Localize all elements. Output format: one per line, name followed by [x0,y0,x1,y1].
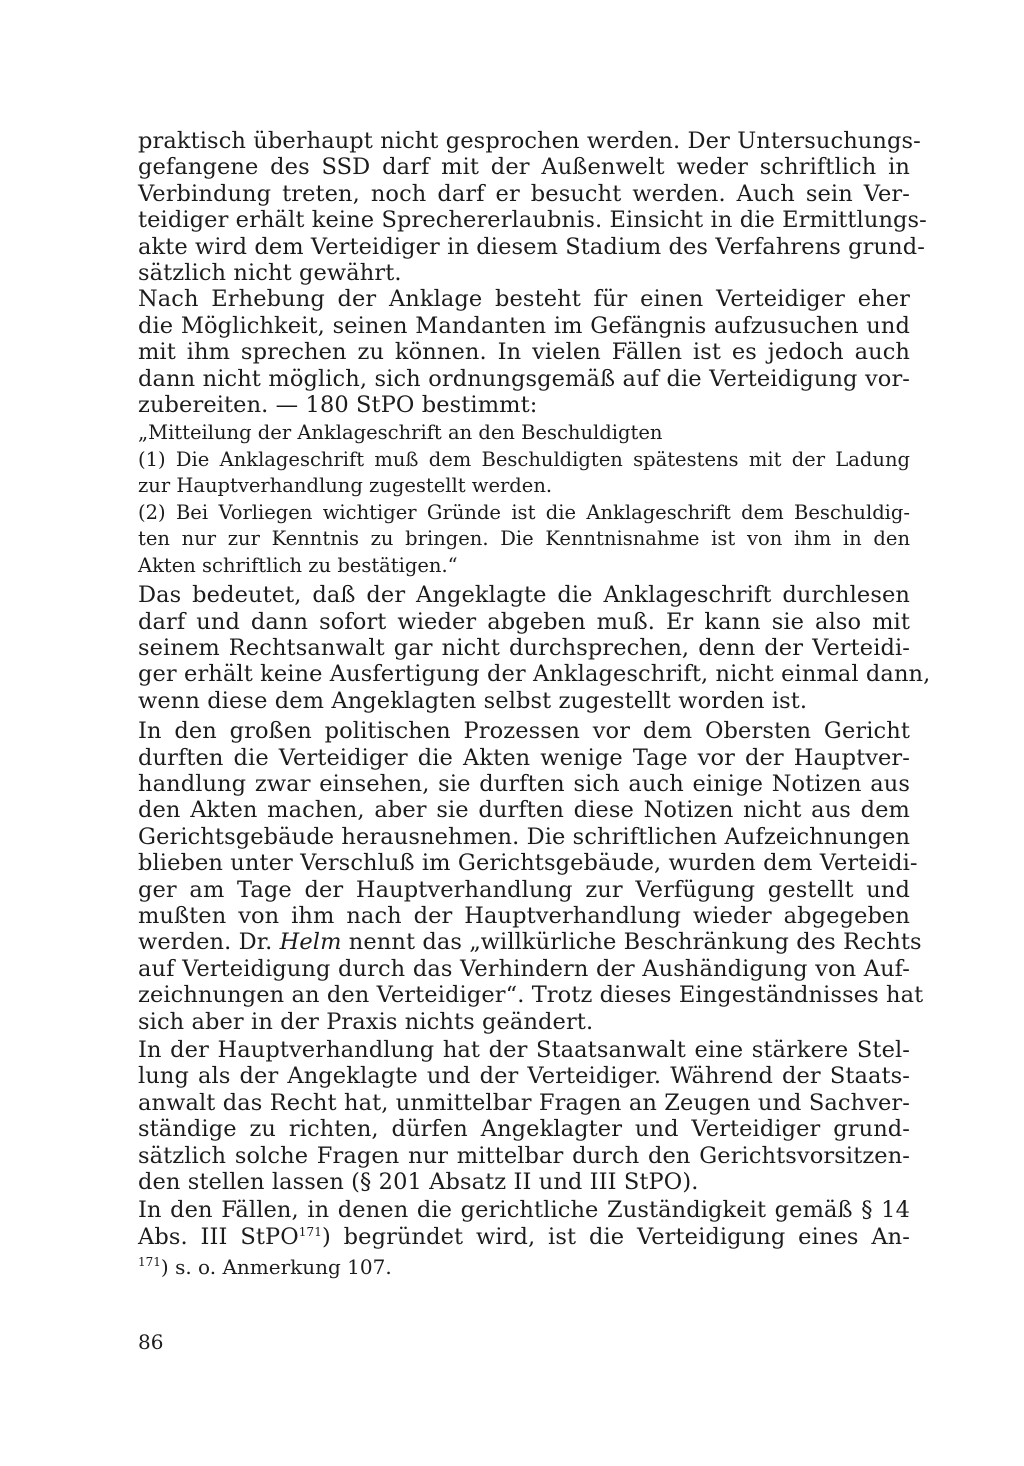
text-line-footnote-ref [138,1224,910,1250]
law-quote [138,420,910,579]
quote-line: Akten schriftlich zu bestätigen.“ [138,553,458,577]
quote-line: ten nur zur Kenntnis zu bringen. Die Kenntnisnahme ist von ihm in den [138,527,910,551]
text-line: den stellen lassen (§ 201 Absatz II und III StPO). [138,1168,699,1195]
footnote [138,1254,910,1280]
text-line: teidiger erhält keine Sprechererlaubnis. Einsicht in die Ermittlungs- [138,207,927,234]
text-line: Verbindung treten, noch darf er besucht werden. Auch sein Ver- [138,180,910,207]
text-line: lung als der Angeklagte und der Verteidiger. Während der Staats- [138,1063,910,1090]
text-line-helm [138,929,922,956]
paragraph-1 [138,128,927,286]
text-line: In den Fällen, in denen die gerichtliche Zuständigkeit gemäß § 14 [138,1197,910,1224]
text-line: darf und dann sofort wieder abgeben muß. Er kann sie also mit [138,608,910,635]
quote-line: (2) Bei Vorliegen wichtiger Gründe ist die Anklageschrift dem Beschuldig- [138,500,910,524]
paragraph-2 [138,286,910,418]
text-line: zeichnungen an den Verteidiger“. Trotz dieses Eingeständnisses hat [138,982,924,1009]
footnote-text: ) s. o. Anmerkung 107. [160,1255,392,1280]
text-line: In den großen politischen Prozessen vor dem Obersten Gericht [138,718,910,745]
text-line: akte wird dem Verteidiger in diesem Stadium des Verfahrens grund- [138,233,925,260]
text-line: sätzlich nicht gewährt. [138,259,402,286]
text-line: blieben unter Verschluß im Gerichtsgebäude, wurden dem Verteidi- [138,850,918,877]
text-line: In der Hauptverhandlung hat der Staatsanwalt eine stärkere Stel- [138,1036,910,1063]
text-line: anwalt das Recht hat, unmittelbar Fragen an Zeugen und Sachver- [138,1089,910,1116]
text-line: gefangene des SSD darf mit der Außenwelt weder schriftlich in [138,154,910,181]
quote-line: zur Hauptverhandlung zugestellt werden. [138,474,553,498]
text-line: ger erhält keine Ausfertigung der Anklageschrift, nicht einmal dann, [138,661,931,688]
text-line: die Möglichkeit, seinen Mandanten im Gefängnis aufzusuchen und [138,312,910,339]
text-line: Nach Erhebung der Anklage besteht für einen Verteidiger eher [138,286,910,313]
paragraph-4 [138,718,924,1035]
footnote-number: 171 [138,1255,161,1270]
text-line: ger am Tage der Hauptverhandlung zur Verfügung gestellt und [138,876,910,903]
text-line: ständige zu richten, dürfen Angeklagter und Verteidiger grund- [138,1116,910,1143]
text-line: auf Verteidigung durch das Verhindern der Aushändigung von Auf- [138,955,910,982]
text-line: seinem Rechtsanwalt gar nicht durchsprechen, denn der Verteidi- [138,635,910,662]
footnote-ref: 171 [298,1224,322,1239]
page-content [138,128,931,1280]
paragraph-6 [138,1197,910,1250]
text-line: mit ihm sprechen zu können. In vielen Fällen ist es jedoch auch [138,339,910,366]
text-line: mußten von ihm nach der Hauptverhandlung wieder abgegeben [138,902,910,929]
text-line: durften die Verteidiger die Akten wenige Tage vor der Hauptver- [138,744,910,771]
text-line: praktisch überhaupt nicht gesprochen werden. Der Untersuchungs- [138,128,921,154]
text-line: sich aber in der Praxis nichts geändert. [138,1008,594,1035]
text-line: den Akten machen, aber sie durften diese Notizen nicht aus dem [138,797,910,824]
text-line: zubereiten. — 180 StPO bestimmt: [138,391,538,418]
text-run: nennt das „willkürliche Beschränkung des Rechts [341,929,922,956]
text-run: ) begründet wird, ist die Verteidigung eines An- [321,1223,910,1250]
text-line: dann nicht möglich, sich ordnungsgemäß auf die Verteidigung vor- [138,365,910,392]
paragraph-5 [138,1037,910,1195]
text-run: Abs. III StPO [138,1223,299,1250]
quote-line: (1) Die Anklageschrift muß dem Beschuldigten spätestens mit der Ladung [138,447,910,471]
quote-line: „Mitteilung der Anklageschrift an den Beschuldigten [138,421,663,445]
text-line: sätzlich solche Fragen nur mittelbar durch den Gerichtsvorsitzen- [138,1142,910,1169]
text-line: Das bedeutet, daß der Angeklagte die Anklageschrift durchlesen [138,582,910,609]
text-line: Gerichtsgebäude herausnehmen. Die schriftlichen Aufzeichnungen [138,823,911,850]
paragraph-3 [138,582,931,714]
text-line: wenn diese dem Angeklagten selbst zugestellt worden ist. [138,687,808,714]
author-name-italic: Helm [279,929,342,956]
page-number: 86 [138,1330,164,1354]
text-run: werden. Dr. [138,929,280,956]
text-line: handlung zwar einsehen, sie durften sich auch einige Notizen aus [138,771,910,798]
